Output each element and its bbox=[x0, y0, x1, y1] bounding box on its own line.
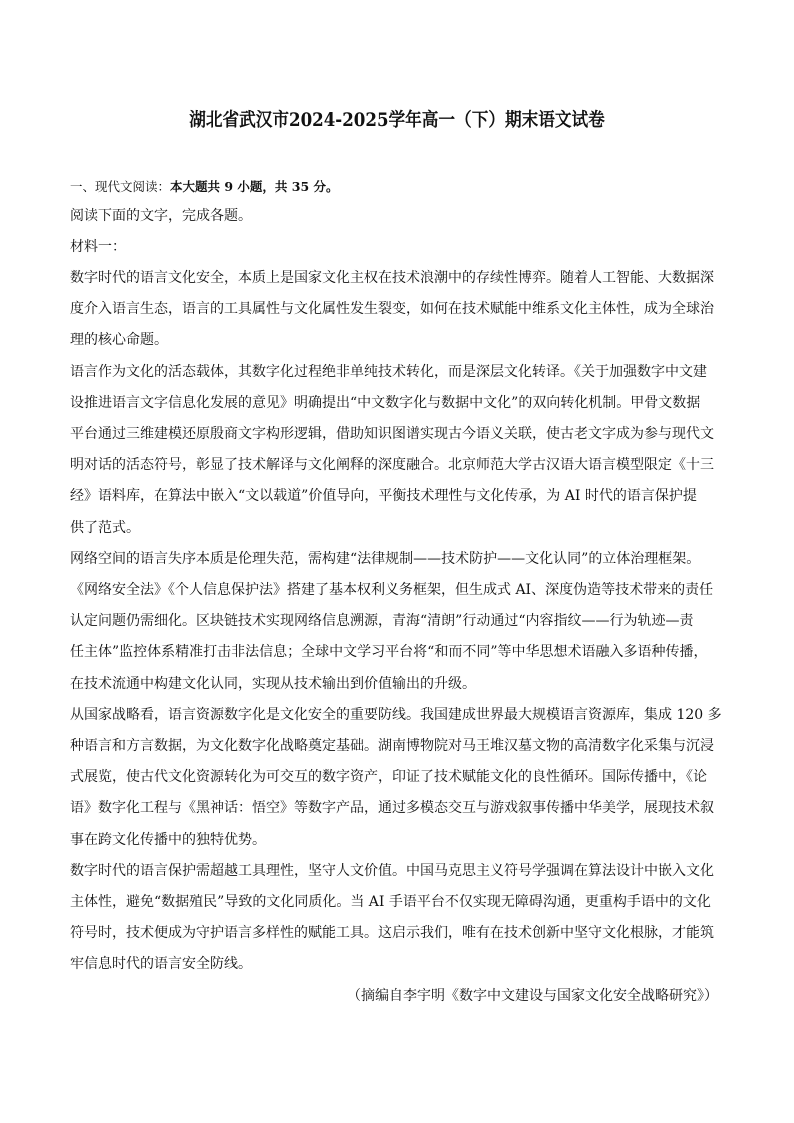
passage-line: 《网络安全法》《个人信息保护法》搭建了基本权利义务框架，但生成式 AI、深度伪造等技术带来的责任 bbox=[70, 582, 714, 598]
passage-line: 数字时代的语言保护需超越工具理性，坚守人文价值。中国马克思主义符号学强调在算法设计中嵌入文化 bbox=[70, 863, 714, 879]
passage-line: 明对话的活态符号，彰显了技术解译与文化阐释的深度融合。北京师范大学古汉语大语言模型限定《十三 bbox=[70, 457, 714, 473]
reading-instruction: 阅读下面的文字，完成各题。 bbox=[70, 208, 252, 224]
passage-line: 经》语料库，在算法中嵌入“文以载道”价值导向，平衡技术理性与文化传承，为 AI 时代的语言保护提 bbox=[70, 488, 697, 504]
passage-line: 任主体”监控体系精准打击非法信息；全球中文学习平台将“和而不同”等中华思想术语融入多语种传播， bbox=[70, 644, 708, 660]
passage-line: 设推进语言文字信息化发展的意见》明确提出“中文数字化与数据中文化”的双向转化机制。甲骨文数据 bbox=[70, 395, 701, 411]
section-description: 本大题共 9 小题，共 35 分。 bbox=[170, 179, 339, 194]
passage-line: 网络空间的语言失序本质是伦理失范，需构建“法律规制——技术防护——文化认同”的立体治理框架。 bbox=[70, 551, 701, 567]
material-label: 材料一： bbox=[70, 239, 126, 255]
passage-line: 在技术流通中构建文化认同，实现从技术输出到价值输出的升级。 bbox=[70, 676, 476, 692]
source-citation: （摘编自李宇明《数字中文建设与国家文化安全战略研究》） bbox=[347, 988, 718, 1004]
section-heading bbox=[70, 177, 339, 197]
passage-line: 式展览，使古代文化资源转化为可交互的数字资产，印证了技术赋能文化的良性循环。国际传播中，《论 bbox=[70, 769, 707, 785]
passage-line: 事在跨文化传播中的独特优势。 bbox=[70, 832, 266, 848]
passage-line: 供了范式。 bbox=[70, 520, 140, 536]
passage-line: 理的核心命题。 bbox=[70, 332, 168, 348]
passage-line: 度介入语言生态，语言的工具属性与文化属性发生裂变，如何在技术赋能中维系文化主体性，成为全球治 bbox=[70, 301, 714, 317]
exam-title: 湖北省武汉市2024-2025学年高一（下）期末语文试卷 bbox=[189, 110, 605, 131]
section-prefix: 一、现代文阅读： bbox=[70, 179, 171, 194]
passage-line: 种语言和方言数据，为文化数字化战略奠定基础。湖南博物院对马王堆汉墓文物的高清数字化采集与沉浸 bbox=[70, 738, 714, 754]
passage-line: 主体性，避免“数据殖民”导致的文化同质化。当 AI 手语平台不仅实现无障碍沟通，更重构手语中的文化 bbox=[70, 894, 711, 910]
passage-line: 认定问题仍需细化。区块链技术实现网络信息溯源，青海“清朗”行动通过“内容指纹——行为轨迹—责 bbox=[70, 613, 694, 629]
passage-line: 语》数字化工程与《黑神话：悟空》等数字产品，通过多模态交互与游戏叙事传播中华美学，展现技术叙 bbox=[70, 800, 714, 816]
passage-line: 从国家战略看，语言资源数字化是文化安全的重要防线。我国建成世界最大规模语言资源库，集成 120 多 bbox=[70, 707, 722, 723]
passage-line: 语言作为文化的活态载体，其数字化过程绝非单纯技术转化，而是深层文化转译。《关于加强数字中文建 bbox=[70, 364, 707, 380]
passage-line: 数字时代的语言文化安全，本质上是国家文化主权在技术浪潮中的存续性博弈。随着人工智能、大数据深 bbox=[70, 270, 714, 286]
passage-line: 符号时，技术便成为守护语言多样性的赋能工具。这启示我们，唯有在技术创新中坚守文化根脉，才能筑 bbox=[70, 925, 714, 941]
passage-line: 牢信息时代的语言安全防线。 bbox=[70, 956, 252, 972]
passage-line: 平台通过三维建模还原殷商文字构形逻辑，借助知识图谱实现古今语义关联，使古老文字成为参与现代文 bbox=[70, 426, 714, 442]
